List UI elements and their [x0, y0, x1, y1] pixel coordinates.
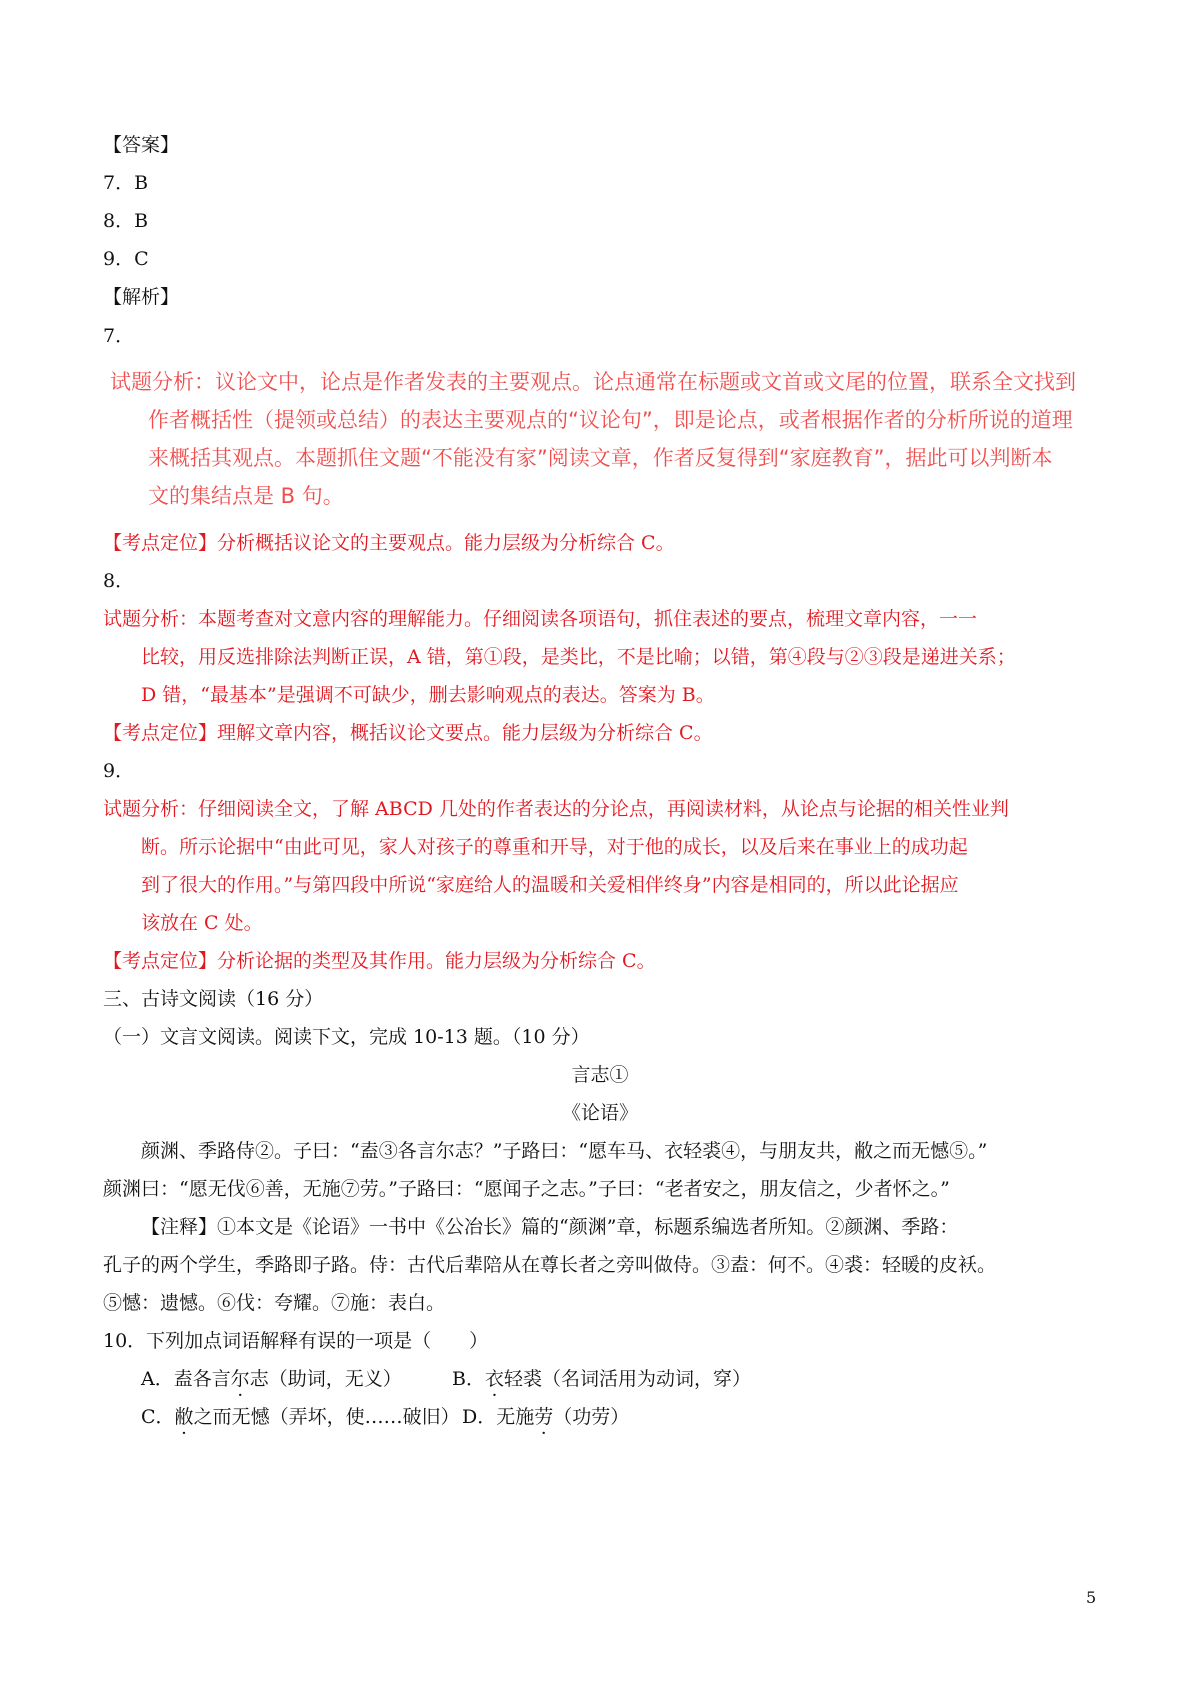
answer-item-7: 7．B: [103, 172, 149, 194]
q7-analysis-line-1: 试题分析：议论文中，论点是作者发表的主要观点。论点通常在标题或文首或文尾的位置，联系全文找到: [110, 370, 1076, 394]
q7-analysis-line-3: 来概括其观点。本题抓住文题“不能没有家”阅读文章，作者反复得到“家庭教育”，据此可以判断本: [148, 446, 1053, 470]
q7-analysis-line-4: 文的集结点是 B 句。: [148, 484, 344, 508]
q10-option-c-pre: C．: [141, 1406, 175, 1428]
q7-kaodian: [103, 530, 675, 556]
q7-kaodian-tag: 【考点定位】: [103, 532, 218, 554]
q8-analysis-line-2: 比较，用反选排除法判断正误，A 错，第①段，是类比，不是比喻；以错，第④段与②③段是递进关系；: [141, 646, 1016, 668]
q7-kaodian-text: 分析概括议论文的主要观点。能力层级为分析综合 C。: [217, 532, 675, 554]
section-3-subtitle: （一）文言文阅读。阅读下文，完成 10-13 题。（10 分）: [103, 1026, 590, 1048]
q10-option-c: [141, 1404, 460, 1430]
q8-analysis-line-3: D 错，“最基本”是强调不可缺少，删去影响观点的表达。答案为 B。: [141, 684, 715, 706]
q8-kaodian: [103, 720, 713, 746]
q8-kaodian-tag: 【考点定位】: [103, 722, 218, 744]
q8-kaodian-text: 理解文章内容，概括议论文要点。能力层级为分析综合 C。: [217, 722, 713, 744]
analysis-header: 【解析】: [103, 286, 180, 308]
passage-source: 《论语》: [561, 1102, 638, 1124]
q9-kaodian-tag: 【考点定位】: [103, 950, 218, 972]
q10-option-a: [141, 1366, 402, 1392]
passage-line-2: 颜渊曰：“愿无伐⑥善，无施⑦劳。”子路曰：“愿闻子之志。”子曰：“老者安之，朋友信之，少者怀之。”: [103, 1178, 950, 1200]
passage-title: 言志①: [571, 1064, 629, 1086]
q10-option-a-pre: A．盍各言: [141, 1368, 231, 1390]
q10-option-d: [462, 1404, 629, 1430]
q9-analysis-line-3: 到了很大的作用。”与第四段中所说“家庭给人的温暖和关爱相伴终身”内容是相同的，所以此论据应: [141, 874, 959, 896]
q9-analysis-line-4: 该放在 C 处。: [141, 912, 263, 934]
q10-option-b-post: 轻裘（名词活用为动词，穿）: [503, 1368, 751, 1390]
q10-option-d-dotted: 劳: [534, 1406, 554, 1428]
q7-analysis-line-2: 作者概括性（提领或总结）的表达主要观点的“议论句”，即是论点，或者根据作者的分析所说的道理: [148, 408, 1073, 432]
q10-option-b-dotted: 衣: [484, 1368, 504, 1390]
page-number: 5: [1086, 1588, 1097, 1607]
q10-option-b: [452, 1366, 751, 1392]
answer-item-8: 8．B: [103, 210, 149, 232]
q8-analysis-line-1: 试题分析：本题考查对文意内容的理解能力。仔细阅读各项语句，抓住表述的要点，梳理文章内容，一一: [103, 608, 978, 630]
q8-number: 8．: [103, 570, 135, 592]
q9-number: 9．: [103, 760, 135, 782]
q10-option-a-post: 志（助词，无义）: [249, 1368, 402, 1390]
q10-option-d-post: （功劳）: [553, 1406, 630, 1428]
q10-stem: 10．下列加点词语解释有误的一项是（ ）: [103, 1330, 489, 1352]
q7-number: 7．: [103, 325, 135, 347]
answer-item-9: 9．C: [103, 248, 149, 270]
passage-line-1: 颜渊、季路侍②。子曰：“盍③各言尔志？”子路曰：“愿车马、衣轻裘④，与朋友共，敝之而无憾⑤。”: [141, 1140, 988, 1162]
notes-line-1: 【注释】①本文是《论语》一书中《公冶长》篇的“颜渊”章，标题系编选者所知。②颜渊、季路：: [141, 1216, 959, 1238]
q9-analysis-line-1: 试题分析：仔细阅读全文，了解 ABCD 几处的作者表达的分论点，再阅读材料，从论点与论据的相关性业判: [103, 798, 1009, 820]
notes-line-3: ⑤憾：遗憾。⑥伐：夸耀。⑦施：表白。: [103, 1292, 446, 1314]
q9-analysis-line-2: 断。所示论据中“由此可见，家人对孩子的尊重和开导，对于他的成长，以及后来在事业上的成功起: [141, 836, 968, 858]
section-3-title: 三、古诗文阅读（16 分）: [103, 988, 324, 1010]
q10-option-d-pre: D．无施: [462, 1406, 535, 1428]
notes-line-2: 孔子的两个学生，季路即子路。侍：古代后辈陪从在尊长者之旁叫做侍。③盍：何不。④裘：轻暖的皮袄。: [103, 1254, 997, 1276]
q9-kaodian-text: 分析论据的类型及其作用。能力层级为分析综合 C。: [217, 950, 656, 972]
q10-option-c-post: 之而无憾（弄坏，使……破旧）: [193, 1406, 460, 1428]
q10-option-c-dotted: 敝: [174, 1406, 194, 1428]
q9-kaodian: [103, 948, 656, 974]
q10-option-b-pre: B．: [452, 1368, 485, 1390]
answer-header: 【答案】: [103, 134, 180, 156]
q10-option-a-dotted: 尔: [230, 1368, 250, 1390]
